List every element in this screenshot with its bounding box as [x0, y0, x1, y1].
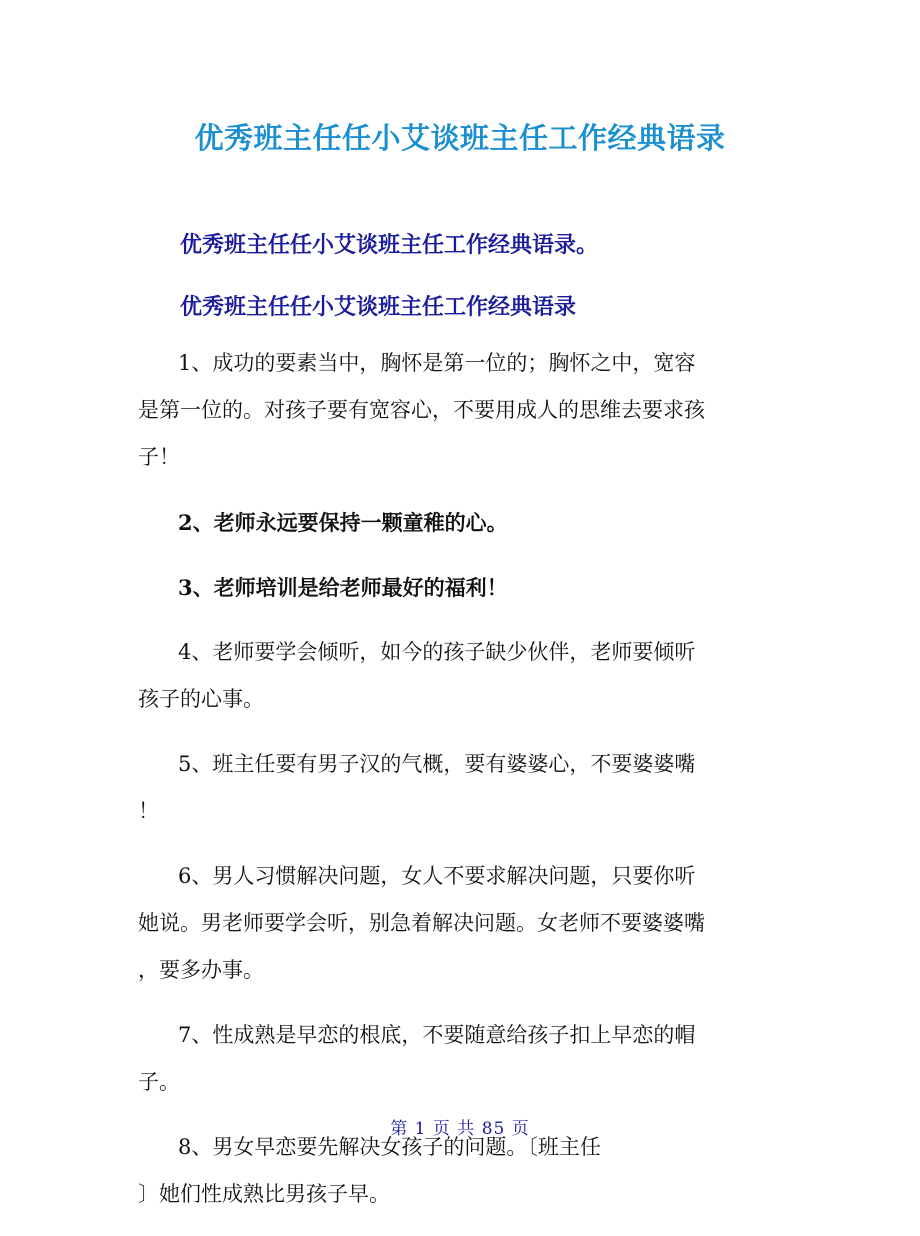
page-footer: 第 1 页 共 85 页: [390, 1119, 530, 1139]
subtitle-1: 优秀班主任任小艾谈班主任工作经典语录。: [180, 233, 599, 258]
paragraph-1: [138, 340, 788, 481]
paragraph-line: 孩子的心事。: [138, 687, 264, 711]
paragraph-line: 7、性成熟是早恋的根底，不要随意给孩子扣上早恋的帽: [178, 1023, 696, 1047]
paragraph-7: [138, 1012, 788, 1106]
paragraph-line: 5、班主任要有男子汉的气概，要有婆婆心，不要婆婆嘴: [178, 752, 696, 776]
paragraph-line: 6、男人习惯解决问题，女人不要求解决问题，只要你听: [178, 864, 696, 888]
paragraph-3: [138, 564, 788, 611]
paragraph-line: 2、老师永远要保持一颗童稚的心。: [178, 510, 508, 535]
paragraph-4: [138, 629, 788, 723]
paragraph-line: ！: [138, 799, 159, 823]
paragraph-line: 4、老师要学会倾听，如今的孩子缺少伙伴，老师要倾听: [178, 640, 696, 664]
paragraph-line: 子。: [138, 1070, 180, 1094]
paragraph-5: [138, 741, 788, 835]
paragraph-line: 8、男女早恋要先解决女孩子的问题。〔班主任: [178, 1135, 601, 1159]
paragraph-line: 是第一位的。对孩子要有宽容心，不要用成人的思维去要求孩: [138, 398, 705, 422]
paragraph-line: 3、老师培训是给老师最好的福利！: [178, 575, 508, 600]
paragraph-line: 1、成功的要素当中，胸怀是第一位的；胸怀之中，宽容: [178, 351, 696, 375]
paragraph-6: [138, 853, 788, 994]
subtitle-2: 优秀班主任任小艾谈班主任工作经典语录: [180, 295, 577, 320]
document-body: [138, 340, 788, 1236]
paragraph-line: 子！: [138, 445, 180, 469]
page-title: 优秀班主任任小艾谈班主任工作经典语录: [194, 121, 726, 155]
paragraph-2: [138, 499, 788, 546]
paragraph-line: ，要多办事。: [138, 958, 264, 982]
paragraph-line: 她说。男老师要学会听，别急着解决问题。女老师不要婆婆嘴: [138, 911, 705, 935]
paragraph-line: 〕她们性成熟比男孩子早。: [138, 1182, 390, 1206]
